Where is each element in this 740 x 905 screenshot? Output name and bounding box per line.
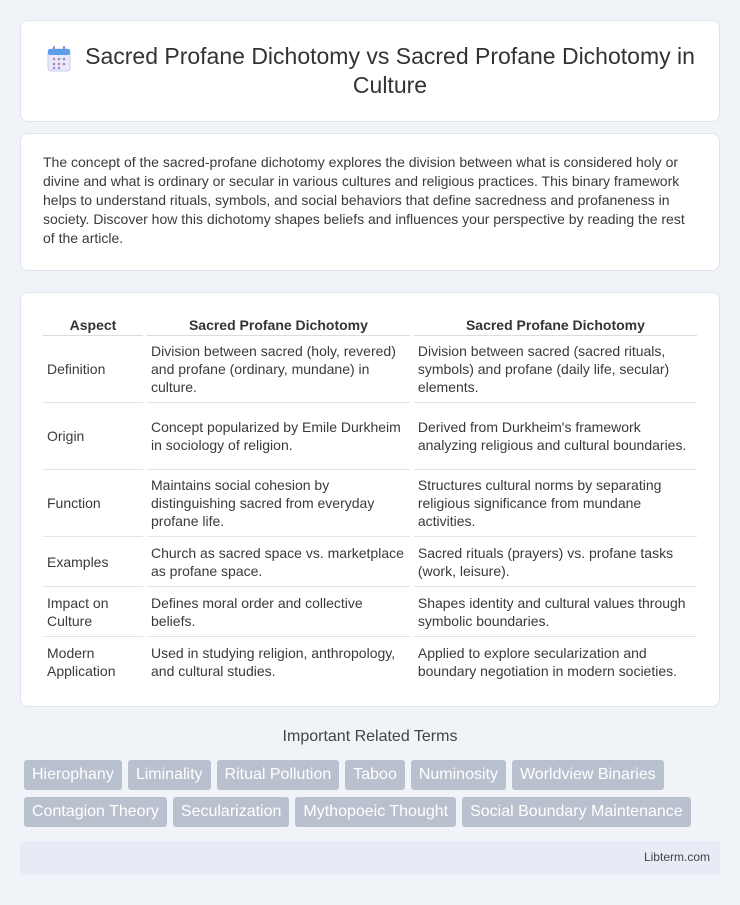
- tag-hierophany[interactable]: Hierophany: [24, 760, 122, 790]
- table-cell-aspect: Impact on Culture: [43, 587, 143, 637]
- table-cell: Derived from Durkheim's framework analyzing religious and cultural boundaries.: [414, 403, 697, 470]
- table-row: [43, 587, 697, 637]
- table-cell: Sacred rituals (prayers) vs. profane tasks (work, leisure).: [414, 537, 697, 587]
- table-cell: Maintains social cohesion by distinguishing sacred from everyday profane life.: [147, 470, 410, 537]
- intro-card: [20, 133, 720, 271]
- table-cell: Church as sacred space vs. marketplace as profane space.: [147, 537, 410, 587]
- title-card: [20, 20, 720, 122]
- tag-taboo[interactable]: Taboo: [345, 760, 405, 790]
- table-cell: Division between sacred (holy, revered) and profane (ordinary, mundane) in culture.: [147, 336, 410, 403]
- tag-liminality[interactable]: Liminality: [128, 760, 211, 790]
- table-cell: Concept popularized by Emile Durkheim in sociology of religion.: [147, 403, 410, 470]
- footer-site-link[interactable]: Libterm.com: [643, 850, 710, 864]
- table-cell: Defines moral order and collective beliefs.: [147, 587, 410, 637]
- tag-numinosity[interactable]: Numinosity: [411, 760, 506, 790]
- table-cell: Used in studying religion, anthropology, and cultural studies.: [151, 645, 396, 679]
- table-cell: Shapes identity and cultural values through symbolic boundaries.: [414, 587, 697, 637]
- table-cell: Structures cultural norms by separating religious significance from mundane activities.: [414, 470, 697, 537]
- tag-secularization[interactable]: Secularization: [173, 797, 290, 827]
- tag-worldview-binaries[interactable]: Worldview Binaries: [512, 760, 664, 790]
- table-cell: Division between sacred (sacred rituals, symbols) and profane (daily life, secular) elements.: [414, 336, 697, 403]
- table-row: [43, 637, 697, 687]
- related-terms-title: Important Related Terms: [282, 728, 458, 745]
- page-title: Sacred Profane Dichotomy vs Sacred Profane Dichotomy in Culture: [85, 43, 695, 98]
- related-terms-list: [24, 760, 724, 827]
- table-cell-aspect: Function: [43, 470, 143, 537]
- comparison-table-card: [20, 292, 720, 707]
- table-row: [43, 336, 697, 403]
- tag-social-boundary-maintenance[interactable]: Social Boundary Maintenance: [462, 797, 691, 827]
- table-row: [43, 537, 697, 587]
- column-header-sacred-profane: Sacred Profane Dichotomy: [147, 313, 410, 336]
- tag-contagion-theory[interactable]: Contagion Theory: [24, 797, 167, 827]
- table-row: [43, 403, 697, 470]
- table-cell-aspect: Origin: [43, 403, 143, 470]
- column-header-aspect: Aspect: [43, 313, 143, 336]
- tag-mythopoeic-thought[interactable]: Mythopoeic Thought: [295, 797, 456, 827]
- table-cell-aspect: Examples: [43, 537, 143, 587]
- table-cell: Applied to explore secularization and boundary negotiation in modern societies.: [417, 645, 678, 679]
- table-row: [43, 470, 697, 537]
- footer: [20, 841, 720, 874]
- table-cell-aspect: Definition: [43, 336, 143, 403]
- table-header-row: [43, 313, 697, 336]
- table-cell-aspect: Modern Application: [47, 645, 116, 679]
- comparison-table: [39, 313, 701, 687]
- intro-text: The concept of the sacred-profane dichotomy explores the division between what is considered holy or divine and what is ordinary or secular in various cultures and religious practices. This binary framework helps to understand rituals, symbols, and social behaviors that define sacredness and profaneness in society. Discover how this dichotomy shapes beliefs and influences your perspective by reading the rest of the article.: [43, 154, 685, 246]
- tag-ritual-pollution[interactable]: Ritual Pollution: [217, 760, 340, 790]
- column-header-sacred-profane-culture: Sacred Profane Dichotomy: [414, 313, 697, 336]
